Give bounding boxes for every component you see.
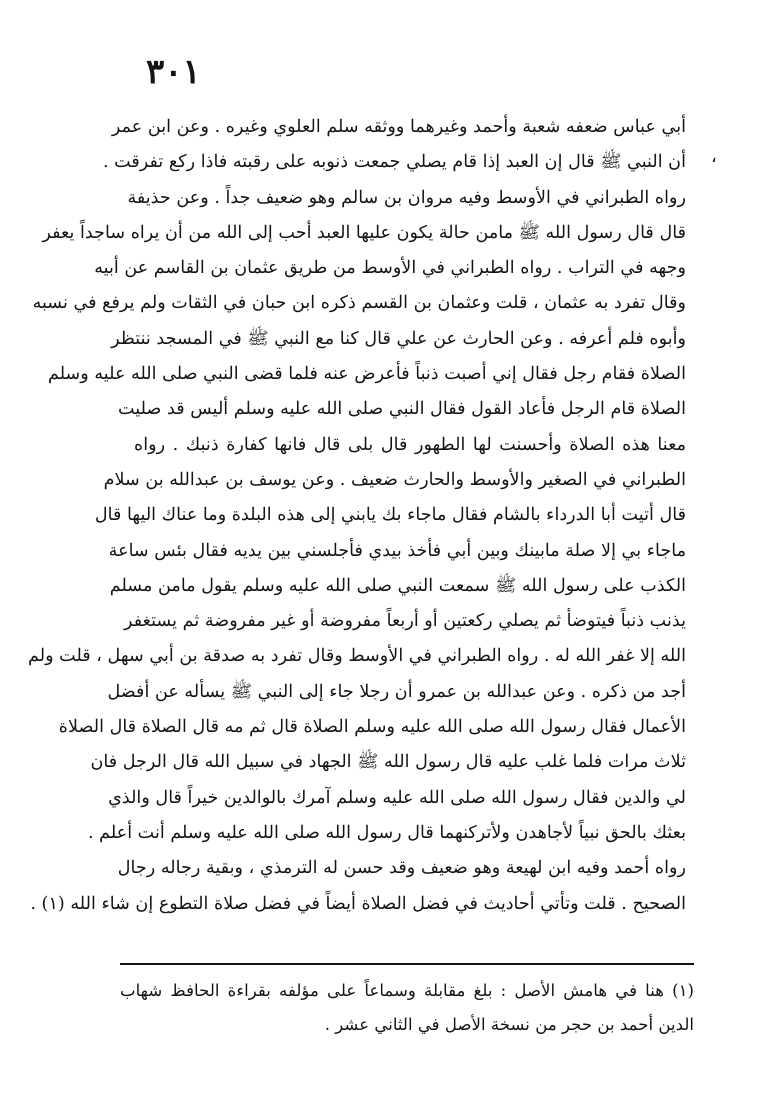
text-line: أبي عباس ضعفه شعبة وأحمد وغيرهما ووثقه سلم العلوي وغيره . وعن ابن عمر [111,117,686,137]
text-line: رواه الطبراني في الأوسط وفيه مروان بن سالم وهو ضعيف جداً . وعن حذيفة [127,187,686,208]
text-line: وجهه في التراب . رواه الطبراني في الأوسط من طريق عثمان بن القاسم عن أبيه [94,258,686,279]
text-line: وقال تفرد به عثمان ، قلت وعثمان بن القسم ذكره ابن حبان في الثقات ولم يرفع في نسبه [32,293,686,314]
text-line: قال أتيت أبا الدرداء بالشام فقال ماجاء بك يابني إلى هذه البلدة وما عناك اليها قال [94,505,686,526]
text-line: وأبوه فلم أعرفه . وعن الحارث عن علي قال كنا مع النبي ﷺ في المسجد ننتظر [111,328,686,349]
text-line: لي والدين فقال رسول الله صلى الله عليه وسلم آمرك بالوالدين خيراً قال والذي [108,787,686,808]
text-line: يذنب ذنباً فيتوضأ ثم يصلي ركعتين أو أربعاً مفروضة أو غير مفروضة ثم يستغفر [124,611,686,632]
margin-mark: ، [711,146,717,167]
footnote-line: الدين أحمد بن حجر من نسخة الأصل في الثاني عشر . [324,1015,694,1034]
footnote-divider [120,963,694,965]
text-line: الصحيح . قلت وتأتي أحاديث في فضل الصلاة أيضاً في فضل صلاة التطوع إن شاء الله (١) . [30,893,686,914]
text-line: ماجاء بي إلا صلة مابينك وبين أبي فأخذ بيدي فأجلسني بين يديه فقال بئس ساعة [108,540,686,561]
main-text-block [28,110,686,922]
text-line: رواه أحمد وفيه ابن لهيعة وهو ضعيف وقد حسن له الترمذي ، وبقية رجاله رجال [117,858,686,879]
text-line: الكذب على رسول الله ﷺ سمعت النبي صلى الله عليه وسلم يقول مامن مسلم [109,575,686,596]
text-line: الطبراني في الصغير والأوسط والحارث ضعيف . وعن يوسف بن عبدالله بن سلام [103,469,686,490]
text-line: أن النبي ﷺ قال إن العبد إذا قام يصلي جمعت ذنوبه على رقبته فاذا ركع تفرقت . [102,152,686,173]
text-line: بعثك بالحق نبياً لأجاهدن ولأتركنهما قال رسول الله صلى الله عليه وسلم أنت أعلم . [87,822,686,843]
text-line: ثلاث مرات فلما غلب عليه قال رسول الله ﷺ الجهاد في سبيل الله قال الرجل فان [90,752,686,773]
page-number: ٣٠١ [146,52,201,92]
text-line: قال قال رسول الله ﷺ مامن حالة يكون عليها العبد أحب إلى الله من أن يراه ساجداً يعفر [42,222,686,243]
text-line: الصلاة قام الرجل فأعاد القول فقال النبي صلى الله عليه وسلم أليس قد صليت [118,399,686,420]
text-line: الصلاة فقام رجل فقال إني أصبت ذنباً فأعرض عنه فلما قضى النبي صلى الله عليه وسلم [48,364,686,385]
text-line: أجد من ذكره . وعن عبدالله بن عمرو أن رجلا جاء إلى النبي ﷺ يسأله عن أفضل [107,681,686,702]
text-line: الله إلا غفر الله له . رواه الطبراني في الأوسط وقال تفرد به صدقة بن أبي سهل ، قلت ولم [28,646,686,667]
text-line: معنا هذه الصلاة وأحسنت لها الطهور قال بلى قال فانها كفارة ذنبك . رواه [134,434,686,455]
footnote-block [120,974,694,1042]
text-line: الأعمال فقال رسول الله صلى الله عليه وسلم الصلاة قال ثم مه قال الصلاة قال الصلاة [58,717,686,738]
footnote-line: (١) هنا في هامش الأصل : بلغ مقابلة وسماعاً على مؤلفه بقراءة الحافظ شهاب [120,981,694,1000]
